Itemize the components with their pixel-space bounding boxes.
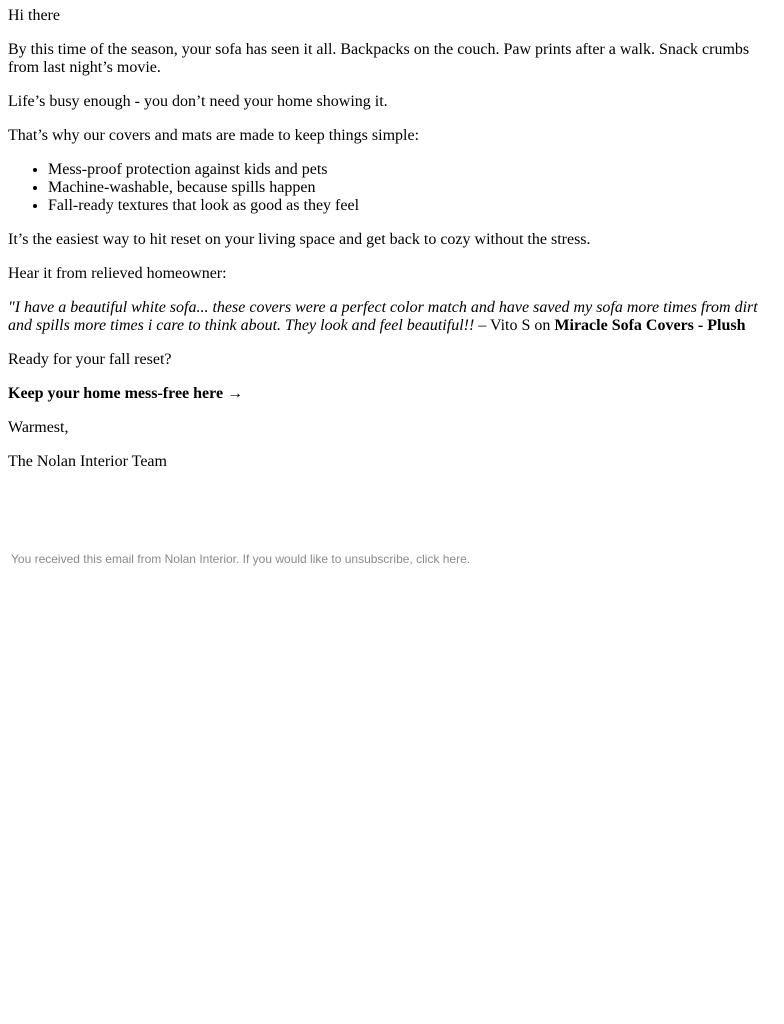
testimonial-quote: "I have a beautiful white sofa... these covers were a perfect color match and have saved my sofa more times from dirt and spills more times i care to think about. They look and feel beautiful!!	[8, 299, 758, 334]
cta-paragraph	[8, 385, 768, 403]
benefit-item: • Fall-ready textures that look as good as they feel	[48, 197, 768, 215]
greeting: Hi there	[8, 7, 60, 24]
unsubscribe-link[interactable]: click here	[416, 552, 467, 566]
testimonial-product: Miracle Sofa Covers - Plush	[554, 317, 746, 334]
testimonial-attribution: – Vito S on	[474, 317, 555, 334]
testimonial	[8, 299, 768, 335]
shop-cta-link[interactable]: Keep your home mess-free here →	[8, 385, 244, 402]
benefit-item: • Machine-washable, because spills happen	[48, 179, 768, 197]
benefits-list	[8, 161, 768, 215]
email-body	[8, 7, 768, 487]
reset-paragraph: It’s the easiest way to hit reset on your living space and get back to cozy without the stress.	[8, 231, 591, 248]
intro-paragraph: By this time of the season, your sofa has seen it all. Backpacks on the couch. Paw prints after a walk. Snack crumbs from last night’s movie.	[8, 41, 750, 76]
email-footer	[11, 551, 470, 567]
busy-paragraph: Life’s busy enough - you don’t need your home showing it.	[8, 93, 388, 110]
lead-in-paragraph: That’s why our covers and mats are made to keep things simple:	[8, 127, 420, 144]
footer-end: .	[466, 552, 471, 566]
signature: The Nolan Interior Team	[8, 453, 167, 470]
question-paragraph: Ready for your fall reset?	[8, 351, 172, 368]
signoff: Warmest,	[8, 419, 69, 436]
testimonial-intro: Hear it from relieved homeowner:	[8, 265, 227, 282]
benefit-item: • Mess-proof protection against kids and pets	[48, 161, 768, 179]
footer-text: You received this email from Nolan Interior. If you would like to unsubscribe,	[11, 552, 417, 566]
